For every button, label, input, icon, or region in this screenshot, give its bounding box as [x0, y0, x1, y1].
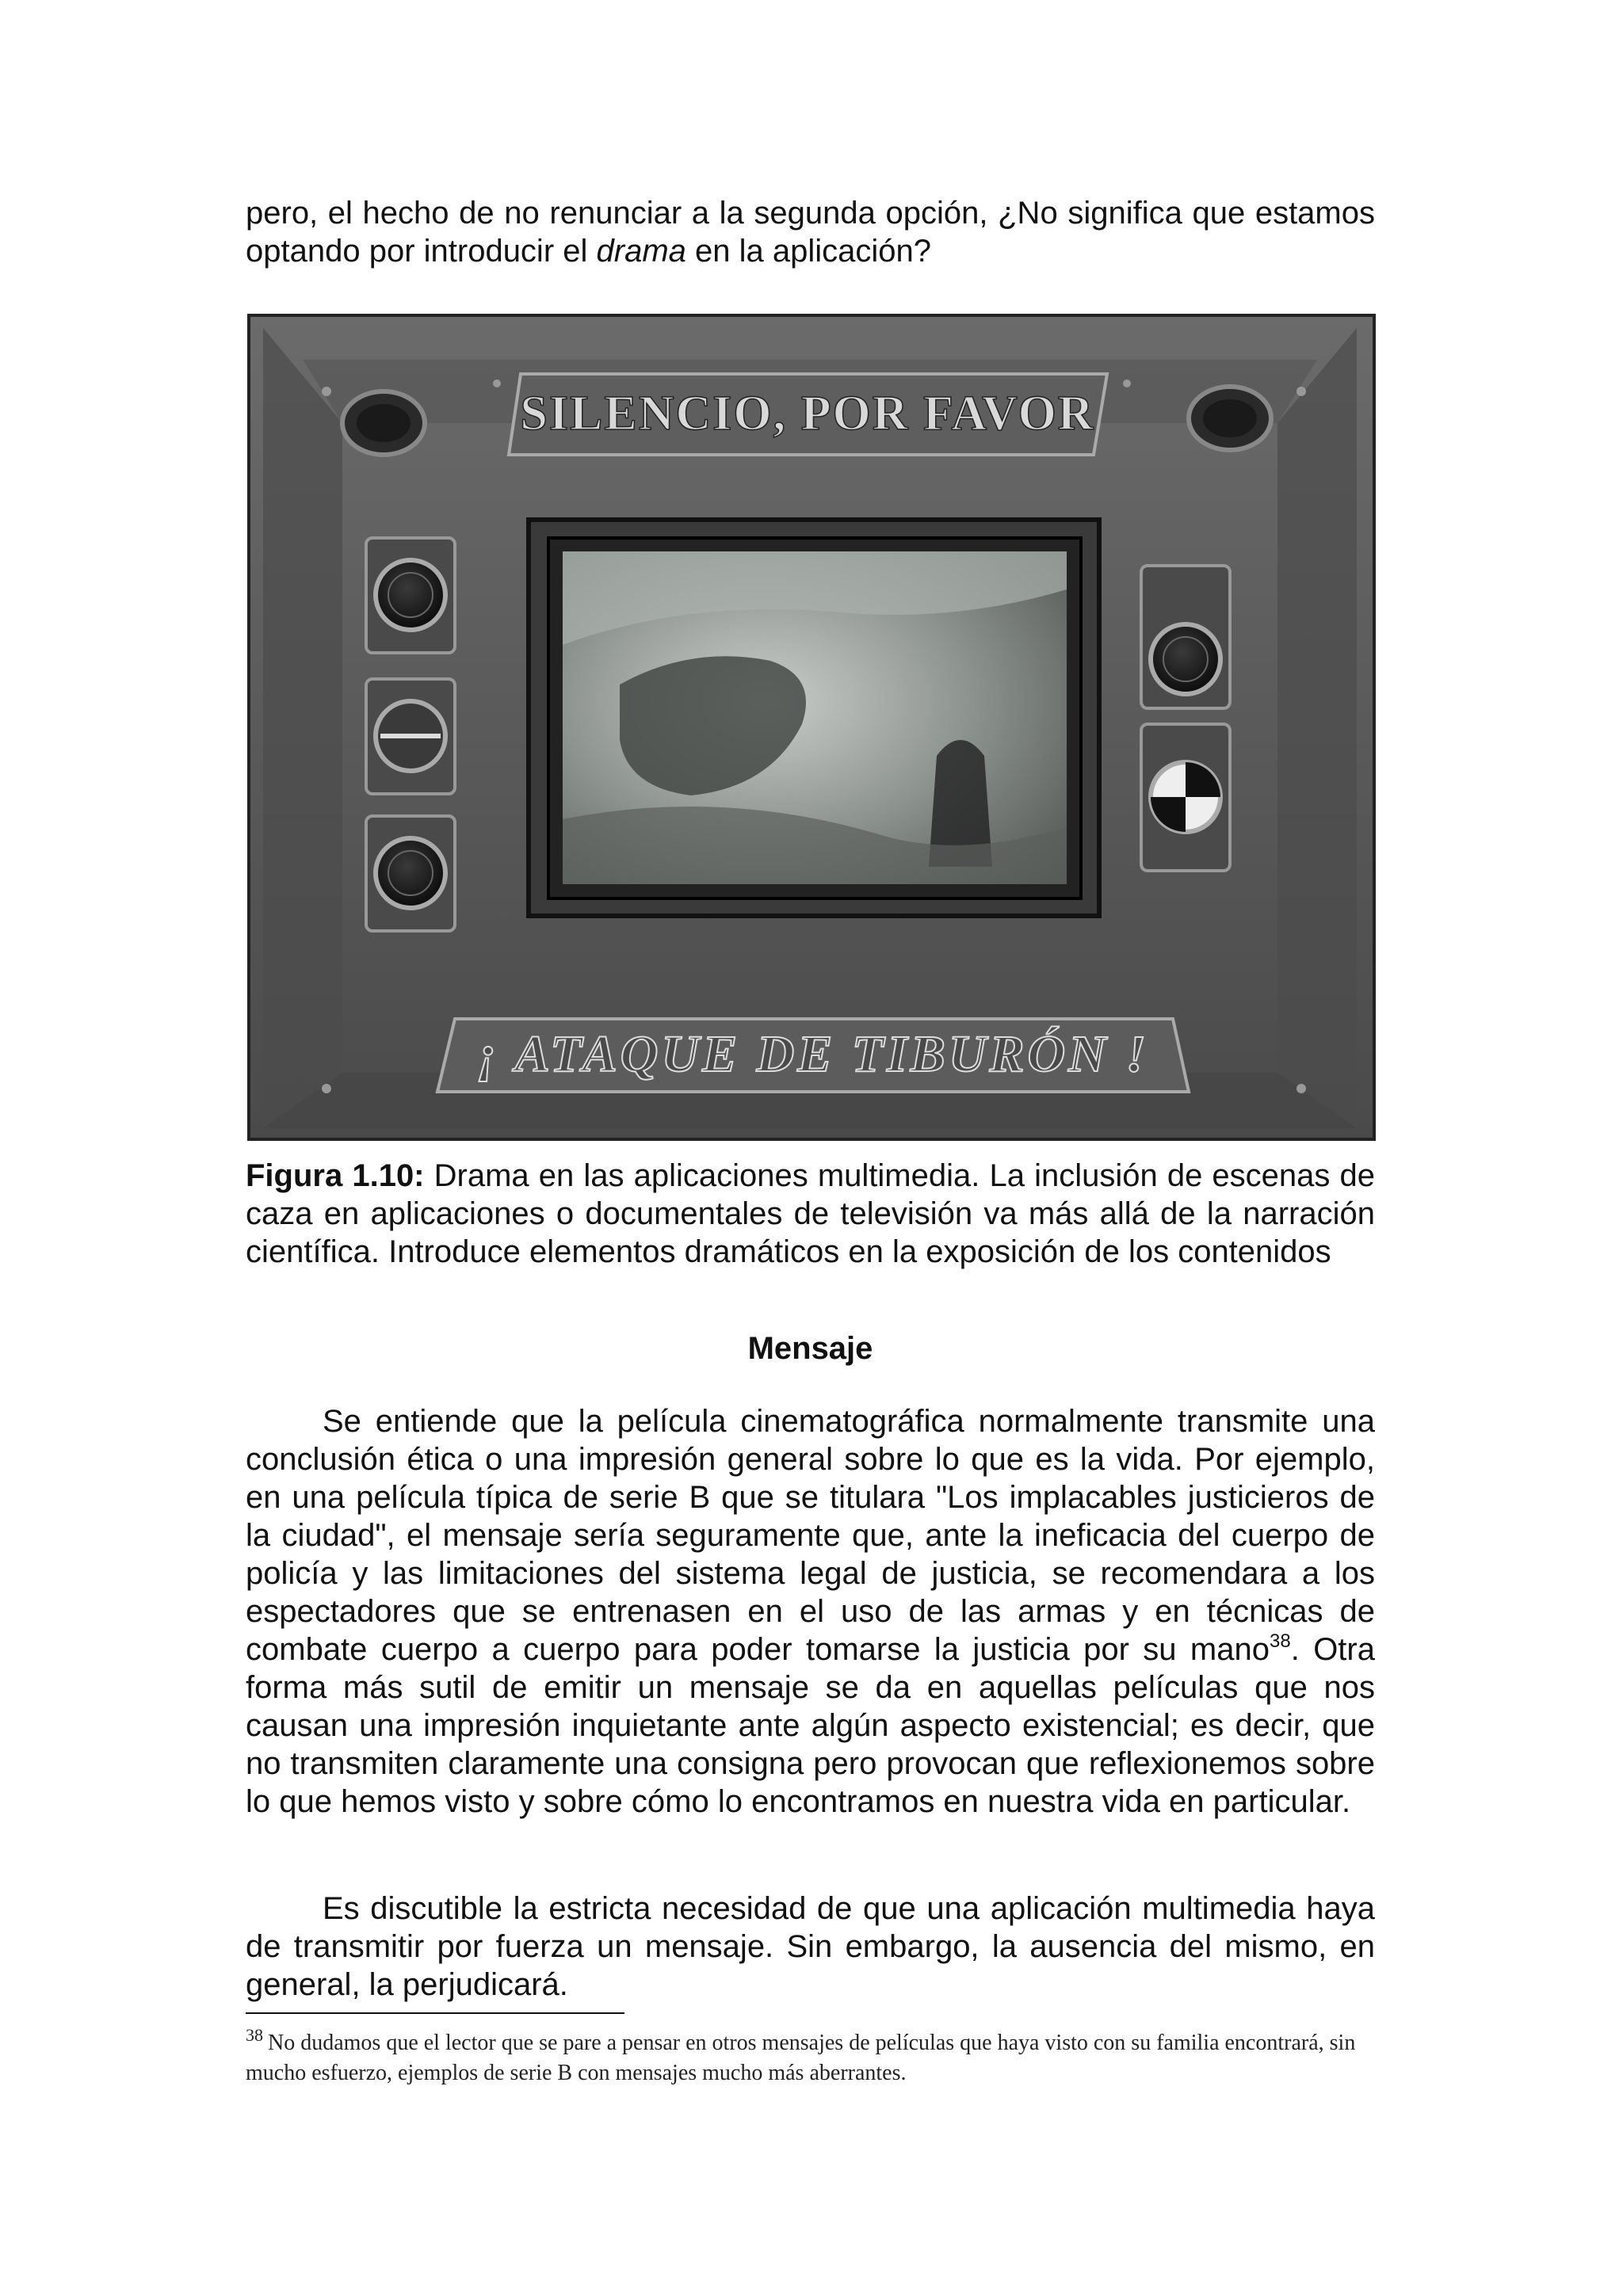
- left-gauge-2-icon: [366, 679, 455, 794]
- caption-text: Drama en las aplicaciones multimedia. La inclusión de escenas de caza en aplicaciones o documentales de televisión va más allá de la narración científica. Introduce elementos dramáticos en la exposición de los contenidos: [246, 1158, 1376, 1269]
- paragraph-2-text: Es discutible la estricta necesidad de que una aplicación multimedia haya de transmitir por fuerza un mensaje. Sin embargo, la ausencia del mismo, en general, la perjudicará.: [246, 1891, 1375, 2002]
- paragraph-2: [246, 1890, 1375, 2004]
- paragraph-1: [246, 1402, 1375, 1821]
- caption-label: Figura 1.10:: [246, 1158, 425, 1193]
- intro-text-a: pero, el hecho de no renunciar a la segunda opción, ¿No significa que estamos optando por introducir el: [246, 196, 1375, 269]
- section-heading: Mensaje: [747, 1331, 873, 1366]
- right-target-icon: [1141, 724, 1230, 871]
- right-gauge-1-icon: [1141, 566, 1230, 708]
- top-sign: [509, 374, 1107, 455]
- figure-caption: [246, 1157, 1375, 1271]
- left-gauge-3-icon: [366, 816, 455, 931]
- footnote-text: No dudamos que el lector que se pare a pensar en otros mensajes de películas que haya visto con su familia encontrará, sin mucho esfuerzo, ejemplos de serie B con mensajes mucho más aberrantes.: [246, 2031, 1356, 2085]
- intro-emphasis: drama: [596, 234, 686, 269]
- bottom-sign-text: ¡ ATAQUE DE TIBURÓN !: [476, 1025, 1150, 1083]
- figure-drama-panel: [247, 312, 1379, 1146]
- footnote-ref[interactable]: 38: [1269, 1630, 1291, 1652]
- footnote-number: 38: [246, 2024, 263, 2045]
- footnote: [246, 2024, 1375, 2088]
- left-gauge-1-icon: [366, 538, 455, 653]
- paragraph-1-text-b: . Otra forma más sutil de emitir un mensaje se da en aquellas películas que nos causan una impresión inquietante ante algún aspecto existencial; es decir, que no transmiten claramente una consigna pero provocan que reflexionemos sobre lo que hemos visto y sobre cómo lo encontramos en nuestra vida en particular.: [246, 1632, 1375, 1819]
- footnote-divider: [246, 2012, 624, 2014]
- bottom-sign: [437, 1019, 1189, 1092]
- top-sign-text: SILENCIO, POR FAVOR: [520, 387, 1095, 441]
- intro-paragraph: [246, 194, 1375, 270]
- intro-text-b: en la aplicación?: [685, 234, 931, 269]
- paragraph-1-text-a: Se entiende que la película cinematográfica normalmente transmite una conclusión ética o una impresión general sobre lo que es la vida. Por ejemplo, en una película típica de serie B que se titulara "Los implacables justicieros de la ciudad", el mensaje sería seguramente que, ante la ineficacia del cuerpo de policía y las limitaciones del sistema legal de justicia, se recomendara a los espectadores que se entrenasen en el uso de las armas y en técnicas de combate cuerpo a cuerpo para poder tomarse la justicia por su mano: [246, 1404, 1375, 1667]
- speaker-left-icon: [342, 391, 425, 455]
- speaker-right-icon: [1189, 387, 1271, 450]
